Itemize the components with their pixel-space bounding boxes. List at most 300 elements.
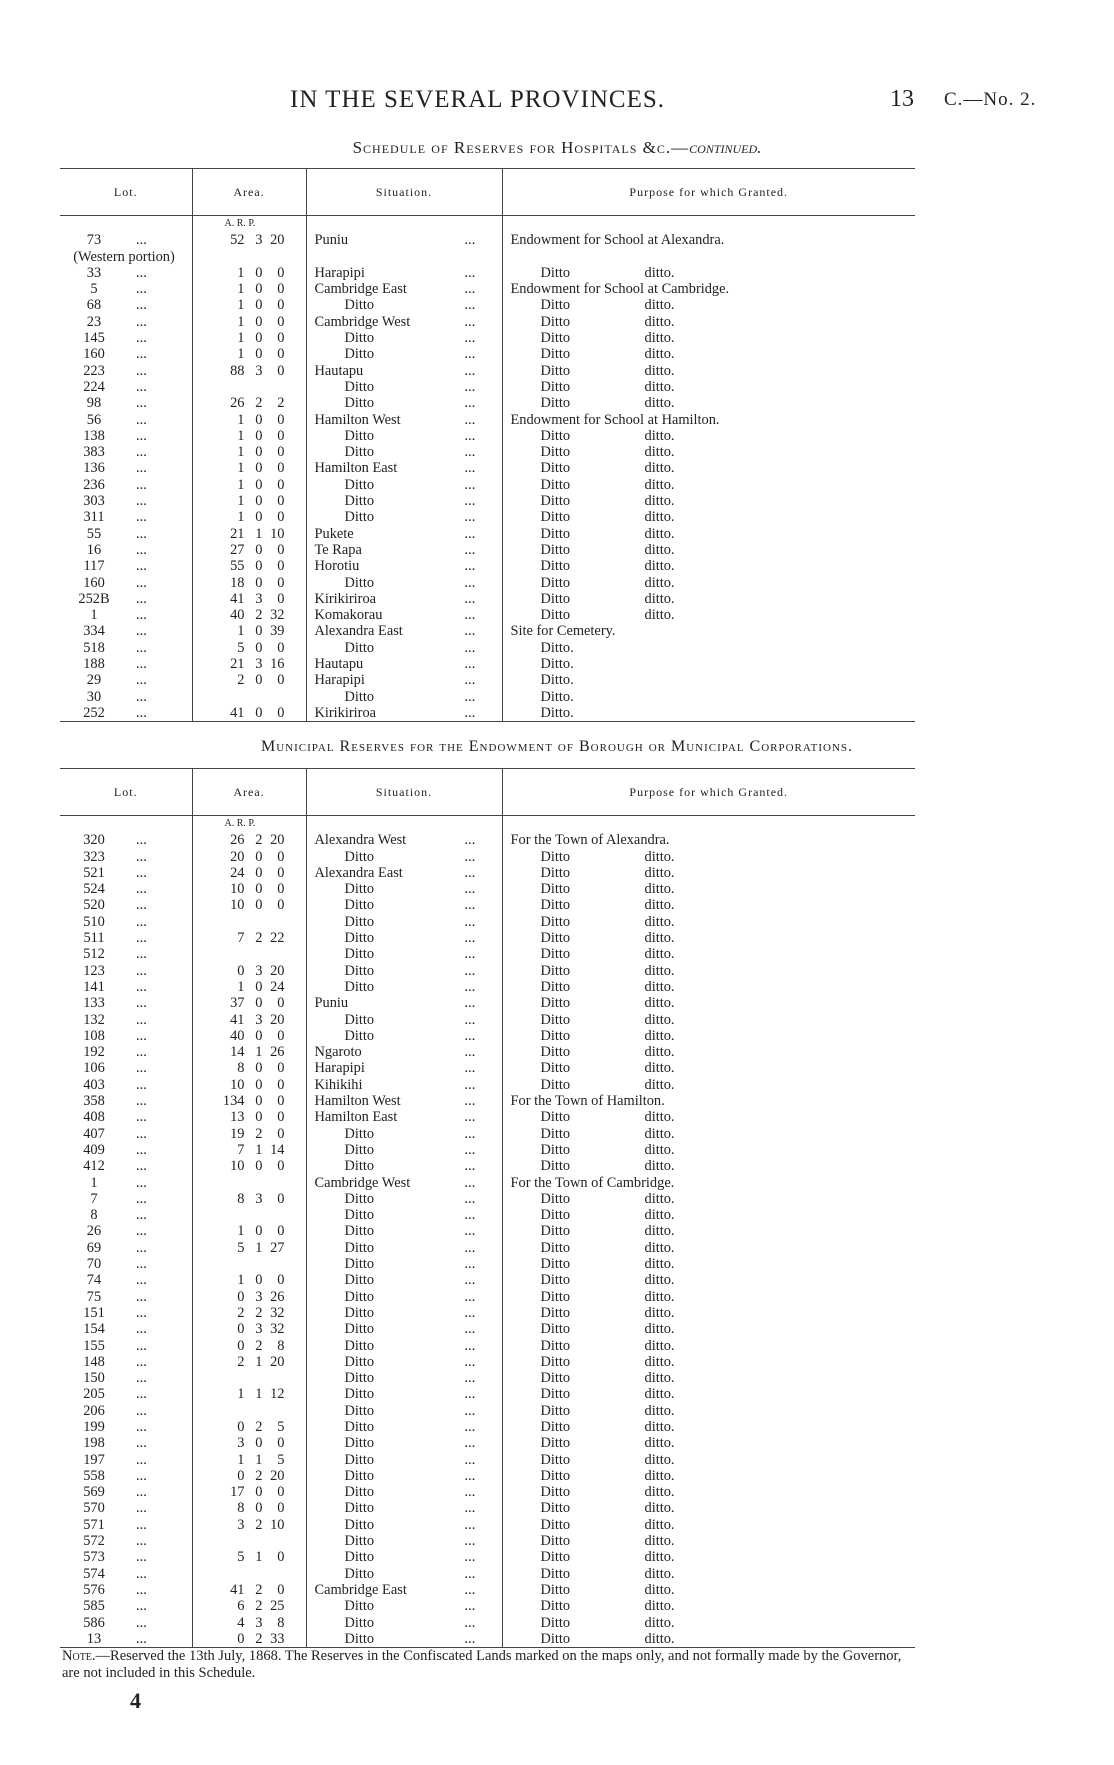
- purpose-ditto: Ditto: [540, 427, 571, 444]
- leader-dots: ...: [136, 378, 147, 395]
- area-acres: 14: [230, 1044, 245, 1061]
- purpose-cell: [502, 1598, 915, 1614]
- situation-cell: [306, 281, 502, 297]
- lot-cell: [60, 1435, 192, 1451]
- leader-dots: ...: [136, 1141, 147, 1158]
- situation-cell: [306, 1077, 502, 1093]
- table-row: [60, 314, 915, 330]
- purpose-ditto: Ditto: [540, 1565, 571, 1582]
- area-cell: [192, 460, 306, 476]
- lot-cell: [60, 249, 192, 265]
- lot-number: [60, 1272, 192, 1288]
- area-cell: [192, 249, 306, 265]
- situation-text: Ngaroto: [314, 1044, 362, 1061]
- table-row: [60, 865, 915, 881]
- lot-number: [60, 689, 192, 705]
- area-value: [193, 1468, 306, 1484]
- table-row: [60, 672, 915, 688]
- area-value: [193, 330, 306, 346]
- purpose-cell: [502, 1500, 915, 1516]
- lot-cell: [60, 1289, 192, 1305]
- area-acres: 5: [237, 1549, 245, 1566]
- area-roods: 0: [255, 427, 263, 444]
- lot-cell: [60, 363, 192, 379]
- lot-number-text: 320: [83, 832, 105, 849]
- purpose-cell: [502, 979, 915, 995]
- purpose-value: [503, 1435, 916, 1451]
- purpose-value: [503, 656, 916, 672]
- lot-cell: [60, 493, 192, 509]
- situation-value: [307, 575, 502, 591]
- lot-number: [60, 379, 192, 395]
- area-roods: 0: [255, 297, 263, 314]
- table-row: [60, 1321, 915, 1337]
- situation-text: Ditto: [344, 930, 375, 947]
- area-roods: 2: [255, 1516, 263, 1533]
- purpose-ditto: Ditto: [540, 1272, 571, 1289]
- purpose-value: [503, 558, 916, 574]
- area-cell: [192, 1549, 306, 1565]
- area-roods: 0: [255, 509, 263, 526]
- lot-cell: [60, 946, 192, 962]
- purpose-ditto-second: ditto.: [644, 848, 675, 865]
- situation-text: Alexandra East: [314, 864, 403, 881]
- schedule-1-title-continued: continued.: [689, 138, 762, 157]
- area-acres: 17: [230, 1484, 245, 1501]
- area-perches: 10: [270, 525, 285, 542]
- area-value: [193, 575, 306, 591]
- area-cell: [192, 542, 306, 558]
- lot-cell: [60, 1631, 192, 1648]
- purpose-value: [503, 979, 916, 995]
- situation-text: Ditto: [344, 1614, 375, 1631]
- area-value: [193, 1338, 306, 1354]
- purpose-ditto: Ditto.: [540, 672, 574, 689]
- purpose-value: [503, 881, 916, 897]
- lot-number: [60, 832, 192, 848]
- situation-cell: [306, 1256, 502, 1272]
- purpose-ditto: Ditto: [540, 525, 571, 542]
- area-cell: [192, 1044, 306, 1060]
- purpose-value: [503, 832, 916, 848]
- situation-cell: [306, 542, 502, 558]
- lot-cell: [60, 1272, 192, 1288]
- lot-number: [60, 1321, 192, 1337]
- page-title: IN THE SEVERAL PROVINCES.: [290, 86, 666, 113]
- purpose-cell: [502, 281, 915, 297]
- situation-text: Ditto: [344, 1533, 375, 1550]
- area-roods: 1: [255, 1549, 263, 1566]
- situation-cell: [306, 1631, 502, 1648]
- area-value: [193, 1615, 306, 1631]
- area-perches: 0: [277, 313, 285, 330]
- situation-text: Ditto: [344, 346, 375, 363]
- purpose-ditto-second: ditto.: [644, 1500, 675, 1517]
- column-header-area: Area.: [192, 169, 306, 216]
- area-roods: 0: [255, 1500, 263, 1517]
- situation-value: [307, 412, 502, 428]
- lot-cell: [60, 1175, 192, 1191]
- table-row: [60, 1386, 915, 1402]
- lot-number-text: 197: [83, 1451, 105, 1468]
- table-row: [60, 640, 915, 656]
- lot-number-text: 358: [83, 1093, 105, 1110]
- purpose-ditto: Ditto: [540, 541, 571, 558]
- purpose-value: [503, 395, 916, 411]
- purpose-cell: [502, 832, 915, 848]
- lot-cell: [60, 1452, 192, 1468]
- purpose-ditto: Ditto: [540, 1207, 571, 1224]
- purpose-cell: [502, 1354, 915, 1370]
- purpose-ditto: Ditto: [540, 1141, 571, 1158]
- purpose-ditto: Ditto: [540, 476, 571, 493]
- lot-number: [60, 1452, 192, 1468]
- lot-number: [60, 1060, 192, 1076]
- footnote-label: Note.: [62, 1648, 96, 1664]
- spacer-cell: [60, 816, 192, 833]
- situation-value: [307, 395, 502, 411]
- table-row: [60, 346, 915, 362]
- situation-cell: [306, 1403, 502, 1419]
- purpose-ditto: Ditto: [540, 1630, 571, 1647]
- area-perches: 0: [277, 362, 285, 379]
- area-perches: 22: [270, 930, 285, 947]
- area-roods: 0: [255, 864, 263, 881]
- purpose-ditto: Ditto: [540, 558, 571, 575]
- situation-value: [307, 428, 502, 444]
- situation-text: Ditto: [344, 1402, 375, 1419]
- purpose-text: Endowment for School at Cambridge.: [510, 281, 730, 298]
- area-value: [193, 477, 306, 493]
- leader-dots: ...: [136, 574, 147, 591]
- leader-dots: ...: [136, 1044, 147, 1061]
- area-perches: 26: [270, 1288, 285, 1305]
- area-cell: [192, 963, 306, 979]
- area-cell: [192, 1566, 306, 1582]
- leader-dots: ...: [136, 1093, 147, 1110]
- area-cell: [192, 1403, 306, 1419]
- purpose-ditto-second: ditto.: [644, 1484, 675, 1501]
- purpose-value: [503, 1500, 916, 1516]
- purpose-ditto: Ditto: [540, 1418, 571, 1435]
- purpose-cell: [502, 1175, 915, 1191]
- situation-text: Hamilton East: [314, 1109, 398, 1126]
- area-value: [193, 509, 306, 525]
- area-cell: [192, 575, 306, 591]
- area-value: [193, 297, 306, 313]
- situation-text: Pukete: [314, 525, 354, 542]
- lot-number-text: 7: [90, 1190, 98, 1207]
- lot-cell: [60, 979, 192, 995]
- purpose-value: [503, 607, 916, 623]
- lot-cell: [60, 232, 192, 248]
- leader-dots: ...: [464, 1223, 476, 1240]
- lot-number: [60, 542, 192, 558]
- purpose-ditto: Ditto: [540, 913, 571, 930]
- purpose-cell: [502, 265, 915, 281]
- purpose-ditto-second: ditto.: [644, 558, 675, 575]
- situation-cell: [306, 1435, 502, 1451]
- table-row: [60, 412, 915, 428]
- purpose-ditto: Ditto: [540, 264, 571, 281]
- leader-dots: ...: [136, 1304, 147, 1321]
- lot-number-text: 150: [83, 1370, 105, 1387]
- area-units-row: [60, 216, 915, 233]
- area-acres: 1: [237, 444, 245, 461]
- area-cell: [192, 1305, 306, 1321]
- leader-dots: ...: [136, 688, 147, 705]
- area-acres: 3: [237, 1435, 245, 1452]
- lot-number: [60, 930, 192, 946]
- purpose-value: [503, 865, 916, 881]
- table-row: [60, 477, 915, 493]
- area-roods: 0: [255, 704, 263, 721]
- table-row: [60, 1484, 915, 1500]
- leader-dots: ...: [464, 1467, 476, 1484]
- lot-number-text: 512: [83, 946, 105, 963]
- leader-dots: ...: [464, 264, 476, 281]
- area-roods: 0: [255, 476, 263, 493]
- leader-dots: ...: [136, 1565, 147, 1582]
- lot-number-text: 151: [83, 1304, 105, 1321]
- purpose-cell: [502, 1452, 915, 1468]
- situation-text: Cambridge East: [314, 281, 407, 298]
- area-acres: 10: [230, 1076, 245, 1093]
- leader-dots: ...: [464, 493, 476, 510]
- area-acres: 7: [237, 1141, 245, 1158]
- column-header-purpose: Purpose for which Granted.: [502, 769, 915, 816]
- lot-cell: [60, 542, 192, 558]
- purpose-cell: [502, 656, 915, 672]
- purpose-value: [503, 1077, 916, 1093]
- purpose-value: [503, 1012, 916, 1028]
- area-roods: 2: [255, 395, 263, 412]
- situation-cell: [306, 460, 502, 476]
- area-value: [193, 1109, 306, 1125]
- table-row: [60, 379, 915, 395]
- leader-dots: ...: [136, 281, 147, 298]
- lot-number-text: 323: [83, 848, 105, 865]
- leader-dots: ...: [464, 1256, 476, 1273]
- purpose-ditto-second: ditto.: [644, 1011, 675, 1028]
- situation-cell: [306, 1093, 502, 1109]
- purpose-ditto: Ditto.: [540, 704, 574, 721]
- lot-cell: [60, 1044, 192, 1060]
- purpose-cell: [502, 881, 915, 897]
- area-roods: 0: [255, 558, 263, 575]
- area-perches: 0: [277, 1500, 285, 1517]
- lot-number: [60, 460, 192, 476]
- purpose-ditto: Ditto: [540, 460, 571, 477]
- situation-cell: [306, 963, 502, 979]
- situation-value: [307, 232, 502, 248]
- lot-cell: [60, 1598, 192, 1614]
- leader-dots: ...: [136, 232, 147, 249]
- purpose-ditto: Ditto: [540, 346, 571, 363]
- purpose-ditto: Ditto: [540, 1190, 571, 1207]
- area-value: [193, 849, 306, 865]
- area-acres: 134: [222, 1093, 245, 1110]
- leader-dots: ...: [136, 1321, 147, 1338]
- lot-number-text: 403: [83, 1076, 105, 1093]
- situation-cell: [306, 689, 502, 705]
- lot-number-text: 106: [83, 1060, 105, 1077]
- lot-cell: [60, 1386, 192, 1402]
- area-cell: [192, 1289, 306, 1305]
- area-roods: 3: [255, 1288, 263, 1305]
- leader-dots: ...: [136, 864, 147, 881]
- leader-dots: ...: [136, 264, 147, 281]
- area-acres: 4: [237, 1614, 245, 1631]
- area-units-label: A. R. P.: [224, 818, 256, 829]
- area-units-row: [60, 816, 915, 833]
- purpose-ditto: Ditto: [540, 897, 571, 914]
- area-perches: 0: [277, 460, 285, 477]
- area-roods: 1: [255, 1386, 263, 1403]
- area-acres: 10: [230, 897, 245, 914]
- situation-value: [307, 526, 502, 542]
- leader-dots: ...: [464, 313, 476, 330]
- table-row: [60, 460, 915, 476]
- area-roods: 1: [255, 1239, 263, 1256]
- purpose-ditto-second: ditto.: [644, 607, 675, 624]
- schedule-1-title-text: Schedule of Reserves for Hospitals &c.—: [352, 138, 690, 157]
- table-row: [60, 1533, 915, 1549]
- situation-cell: [306, 493, 502, 509]
- lot-cell: [60, 1549, 192, 1565]
- table-row: [60, 1289, 915, 1305]
- situation-text: Ditto: [344, 978, 375, 995]
- purpose-value: [503, 1533, 916, 1549]
- purpose-value: [503, 1207, 916, 1223]
- situation-value: [307, 1615, 502, 1631]
- purpose-cell: [502, 849, 915, 865]
- area-value: [193, 832, 306, 848]
- purpose-cell: [502, 946, 915, 962]
- purpose-ditto-second: ditto.: [644, 1533, 675, 1550]
- lot-number: [60, 1598, 192, 1614]
- area-value: [193, 460, 306, 476]
- leader-dots: ...: [464, 1581, 476, 1598]
- lot-number-text: 98: [86, 395, 102, 412]
- area-cell: [192, 558, 306, 574]
- lot-number: [60, 1142, 192, 1158]
- lot-number: [60, 979, 192, 995]
- table-row: [60, 493, 915, 509]
- area-acres: 1: [237, 623, 245, 640]
- purpose-value: [503, 1370, 916, 1386]
- purpose-ditto: Ditto: [540, 881, 571, 898]
- area-cell: [192, 656, 306, 672]
- purpose-ditto: Ditto: [540, 493, 571, 510]
- leader-dots: ...: [464, 590, 476, 607]
- purpose-value: [503, 705, 916, 721]
- lot-number-text: 13: [86, 1630, 102, 1647]
- table-row: [60, 575, 915, 591]
- situation-cell: [306, 881, 502, 897]
- area-acres: 10: [230, 1158, 245, 1175]
- area-acres: 1: [237, 476, 245, 493]
- lot-number-text: 199: [83, 1418, 105, 1435]
- purpose-ditto-second: ditto.: [644, 1288, 675, 1305]
- situation-cell: [306, 1305, 502, 1321]
- leader-dots: ...: [136, 1353, 147, 1370]
- lot-number: [60, 1370, 192, 1386]
- leader-dots: ...: [464, 378, 476, 395]
- lot-number-text: 117: [83, 558, 105, 575]
- purpose-cell: [502, 1077, 915, 1093]
- lot-number-text: 148: [83, 1353, 105, 1370]
- purpose-ditto: Ditto: [540, 607, 571, 624]
- situation-text: Ditto: [344, 1207, 375, 1224]
- leader-dots: ...: [136, 444, 147, 461]
- leader-dots: ...: [464, 1516, 476, 1533]
- area-roods: 0: [255, 264, 263, 281]
- lot-number: [60, 1044, 192, 1060]
- area-value: [193, 412, 306, 428]
- purpose-ditto: Ditto: [540, 1256, 571, 1273]
- area-value: [193, 1517, 306, 1533]
- situation-value: [307, 1517, 502, 1533]
- area-acres: 0: [237, 1288, 245, 1305]
- purpose-cell: [502, 623, 915, 639]
- area-perches: 0: [277, 1027, 285, 1044]
- purpose-value: [503, 1338, 916, 1354]
- leader-dots: ...: [136, 476, 147, 493]
- lot-number-text: 236: [83, 476, 105, 493]
- leader-dots: ...: [464, 1386, 476, 1403]
- situation-value: [307, 509, 502, 525]
- lot-cell: [60, 607, 192, 623]
- purpose-value: [503, 963, 916, 979]
- purpose-cell: [502, 865, 915, 881]
- area-value: [193, 1240, 306, 1256]
- lot-cell: [60, 640, 192, 656]
- lot-cell: [60, 265, 192, 281]
- table-row: [60, 1598, 915, 1614]
- area-value: [193, 865, 306, 881]
- lot-cell: [60, 1468, 192, 1484]
- lot-number-text: 558: [83, 1467, 105, 1484]
- purpose-ditto-second: ditto.: [644, 1370, 675, 1387]
- lot-cell: [60, 1517, 192, 1533]
- schedule-2-header-row: [60, 769, 915, 816]
- leader-dots: ...: [136, 460, 147, 477]
- column-header-area: Area.: [192, 769, 306, 816]
- area-value: [193, 672, 306, 688]
- situation-text: Ditto: [344, 1516, 375, 1533]
- area-cell: [192, 1223, 306, 1239]
- area-perches: 0: [277, 1093, 285, 1110]
- leader-dots: ...: [136, 1516, 147, 1533]
- situation-text: Ditto: [344, 1190, 375, 1207]
- situation-text: Ditto: [344, 297, 375, 314]
- purpose-ditto: Ditto: [540, 1598, 571, 1615]
- situation-text: Ditto: [344, 574, 375, 591]
- spacer-cell: [306, 816, 502, 833]
- area-acres: 20: [230, 848, 245, 865]
- area-perches: 0: [277, 864, 285, 881]
- leader-dots: ...: [464, 1125, 476, 1142]
- lot-cell: [60, 1500, 192, 1516]
- area-roods: 0: [255, 897, 263, 914]
- area-cell: [192, 1386, 306, 1402]
- lot-number-text: 223: [83, 362, 105, 379]
- purpose-ditto-second: ditto.: [644, 1272, 675, 1289]
- purpose-cell: [502, 1549, 915, 1565]
- lot-number: [60, 249, 192, 265]
- situation-text: Ditto: [344, 476, 375, 493]
